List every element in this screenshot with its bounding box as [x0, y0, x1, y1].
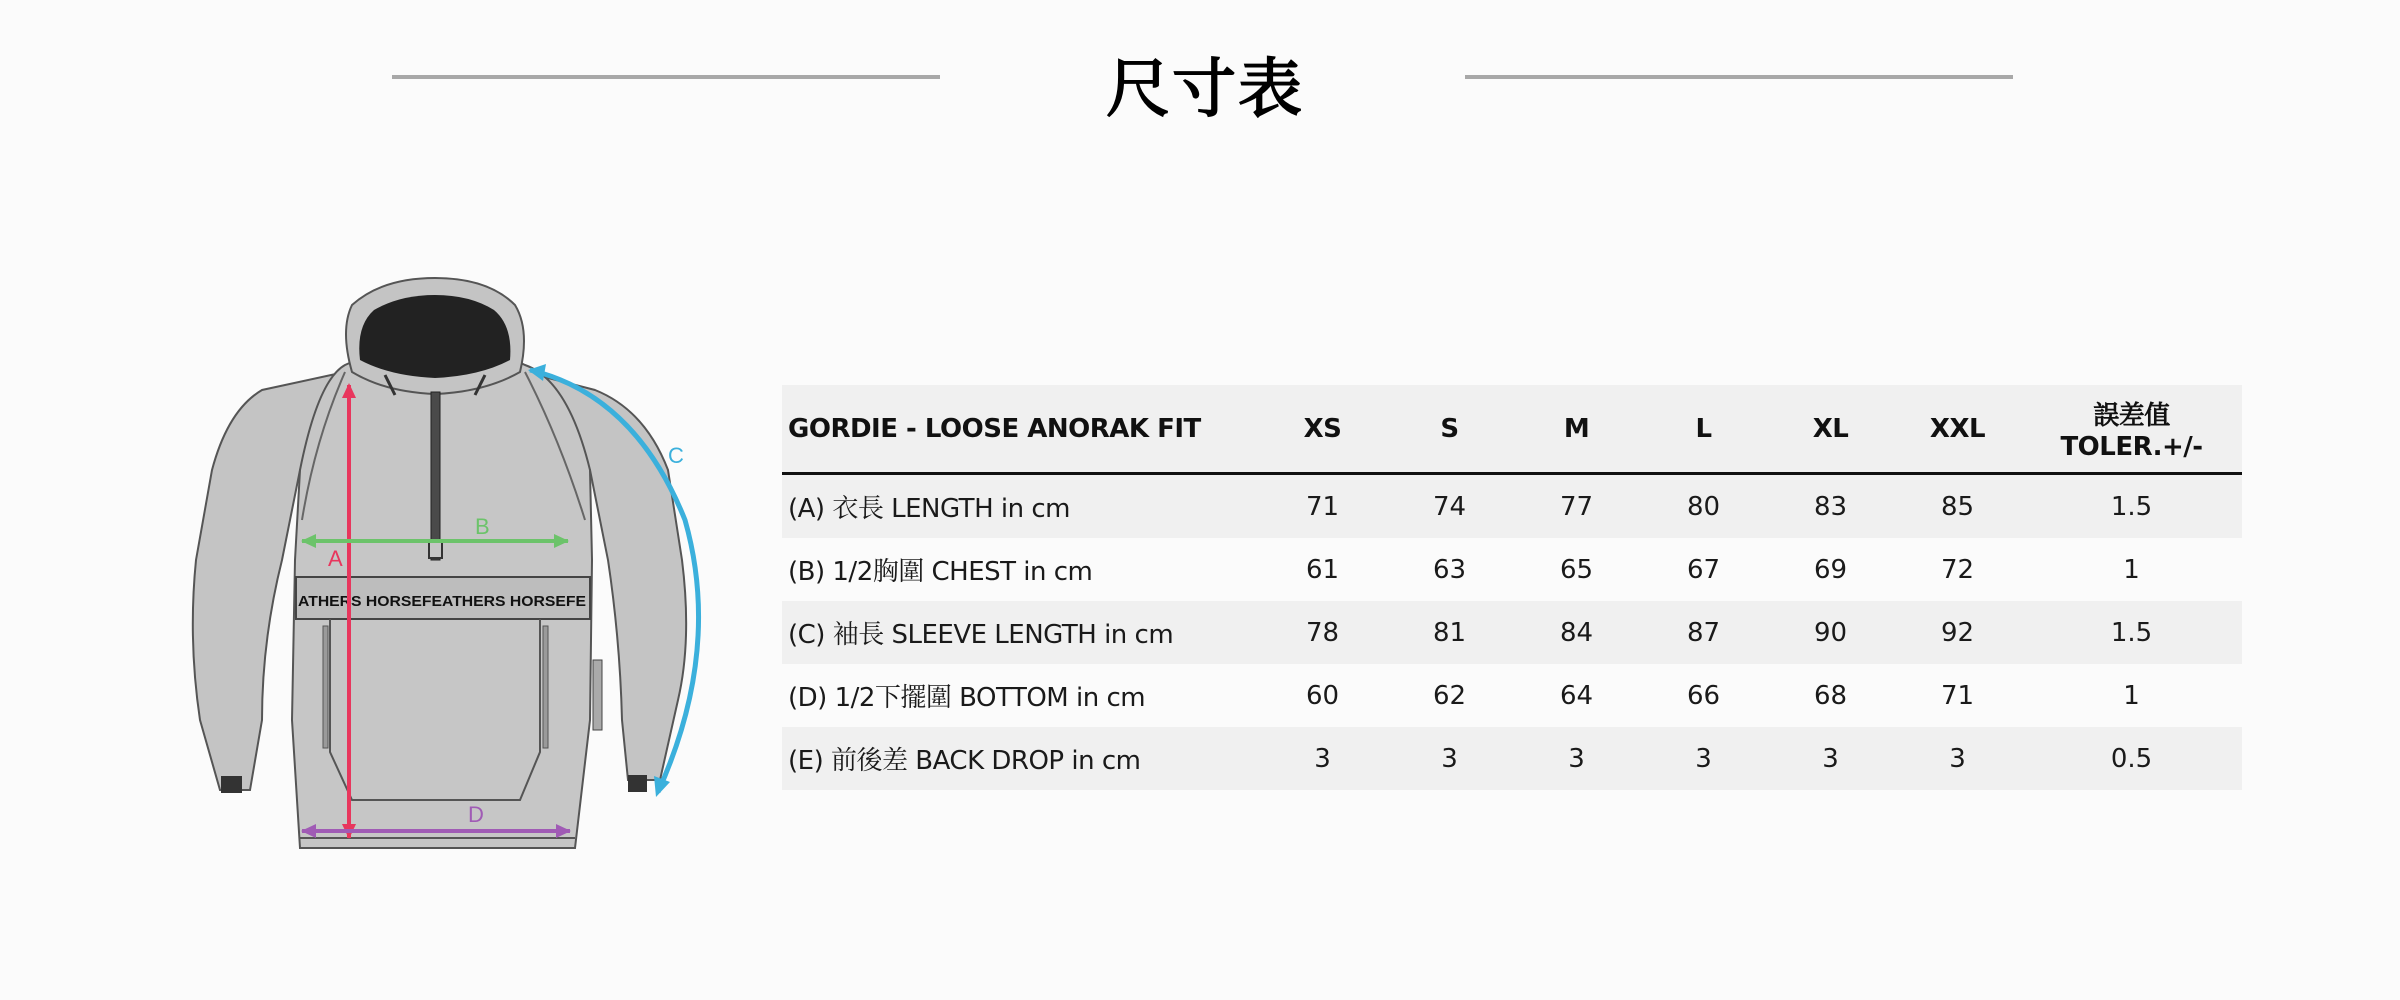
table-cell: 65: [1513, 538, 1640, 601]
row-label: (B) 1/2胸圍 CHEST in cm: [782, 538, 1259, 601]
table-cell: 67: [1640, 538, 1767, 601]
table-cell: 3: [1259, 727, 1386, 790]
table-cell: 84: [1513, 601, 1640, 664]
table-cell: 1.5: [2021, 474, 2242, 539]
table-cell: 62: [1386, 664, 1513, 727]
row-label: (E) 前後差 BACK DROP in cm: [782, 727, 1259, 790]
marker-c: C: [668, 443, 684, 468]
table-cell: 78: [1259, 601, 1386, 664]
table-cell: 1: [2021, 664, 2242, 727]
table-cell: 92: [1894, 601, 2021, 664]
header-s: S: [1386, 385, 1513, 474]
page-title: 尺寸表: [1106, 53, 1304, 127]
table-cell: 3: [1386, 727, 1513, 790]
table-row: [782, 601, 2242, 664]
table-row: [782, 474, 2242, 539]
table-cell: 72: [1894, 538, 2021, 601]
marker-a: A: [328, 546, 343, 571]
table-cell: 3: [1640, 727, 1767, 790]
table-cell: 63: [1386, 538, 1513, 601]
row-label: (D) 1/2下擺圍 BOTTOM in cm: [782, 664, 1259, 727]
table-cell: 77: [1513, 474, 1640, 539]
table-cell: 1: [2021, 538, 2242, 601]
table-cell: 60: [1259, 664, 1386, 727]
header-xs: XS: [1259, 385, 1386, 474]
header-l: L: [1640, 385, 1767, 474]
marker-d: D: [468, 802, 484, 827]
table-cell: 71: [1259, 474, 1386, 539]
table-row: [782, 664, 2242, 727]
table-cell: 64: [1513, 664, 1640, 727]
table-cell: 68: [1767, 664, 1894, 727]
header-xl: XL: [1767, 385, 1894, 474]
table-row: [782, 727, 2242, 790]
table-cell: 85: [1894, 474, 2021, 539]
table-cell: 3: [1894, 727, 2021, 790]
table-cell: 61: [1259, 538, 1386, 601]
header-xxl: XXL: [1894, 385, 2021, 474]
table-cell: 74: [1386, 474, 1513, 539]
header-product: GORDIE - LOOSE ANORAK FIT: [782, 385, 1259, 474]
table-cell: 3: [1767, 727, 1894, 790]
table-cell: 69: [1767, 538, 1894, 601]
band-print: ATHERS HORSEFEATHERS HORSEFE: [298, 593, 586, 610]
table-cell: 80: [1640, 474, 1767, 539]
table-cell: 1.5: [2021, 601, 2242, 664]
hood-opening: [359, 295, 510, 378]
table-cell: 90: [1767, 601, 1894, 664]
right-cuff: [628, 775, 647, 792]
table-cell: 3: [1513, 727, 1640, 790]
header-row: [782, 385, 2242, 474]
table-cell: 0.5: [2021, 727, 2242, 790]
anorak-illustration: [180, 270, 720, 860]
half-zip: [431, 392, 440, 560]
table-cell: 66: [1640, 664, 1767, 727]
header-tolerance: 誤差值 TOLER.+/-: [2021, 385, 2242, 474]
table-cell: 83: [1767, 474, 1894, 539]
row-label: (C) 袖長 SLEEVE LENGTH in cm: [782, 601, 1259, 664]
left-cuff: [221, 776, 242, 793]
table-cell: 87: [1640, 601, 1767, 664]
size-chart-table: [782, 385, 2242, 790]
marker-b: B: [475, 514, 490, 539]
table-row: [782, 538, 2242, 601]
table-cell: 81: [1386, 601, 1513, 664]
row-label: (A) 衣長 LENGTH in cm: [782, 474, 1259, 539]
title-rule-right: [1465, 75, 2013, 79]
table-cell: 71: [1894, 664, 2021, 727]
header-m: M: [1513, 385, 1640, 474]
